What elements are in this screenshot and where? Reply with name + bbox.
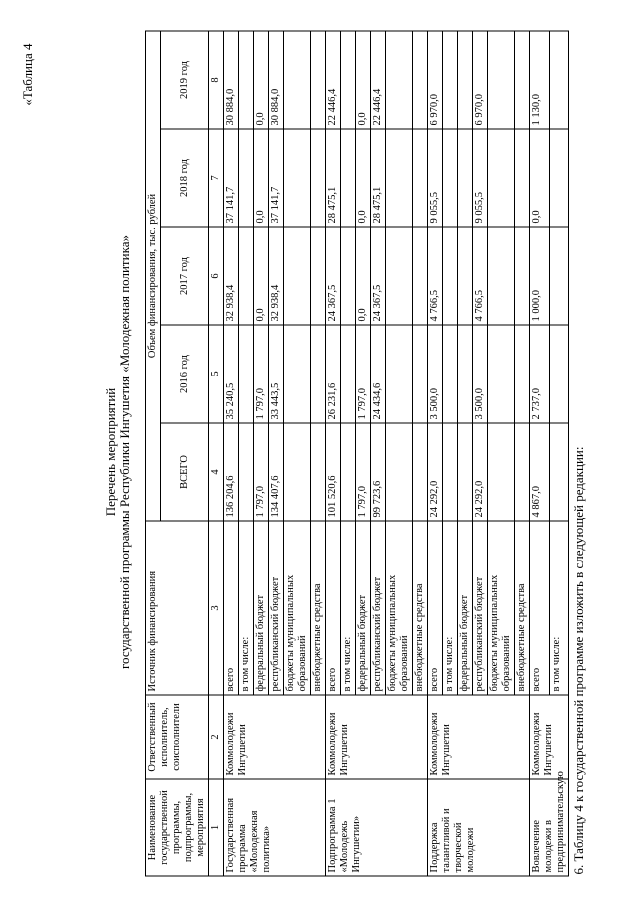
amount-cell: [284, 227, 311, 325]
intro-text: 6. Таблицу 4 к государственной программе изложить в следующей редакции:: [571, 446, 586, 875]
amount-cell: 0,0: [254, 31, 269, 129]
program-name: Вовлечение молодежи в предпринимательскую: [530, 779, 569, 876]
amount-cell: [458, 31, 473, 129]
col-number: 1: [209, 779, 224, 876]
program-executor: Коммолодежи Ингушетии: [326, 695, 428, 779]
header-row-1: [146, 31, 161, 876]
amount-cell: [413, 325, 428, 423]
amount-cell: [311, 31, 326, 129]
table-number: «Таблица 4: [20, 43, 35, 106]
amount-cell: 6 970,0: [473, 31, 488, 129]
table-subtitle: государственной программы Республики Ингушетия «Молодежная политика»: [117, 235, 132, 669]
amount-cell: 26 231,6: [326, 325, 341, 423]
col-number: 8: [209, 31, 224, 129]
amount-cell: [515, 423, 530, 521]
amount-cell: 1 130,0: [530, 31, 550, 129]
funding-source: всего: [428, 521, 443, 695]
program-executor: Коммолодежи Ингушетии: [224, 695, 326, 779]
amount-cell: 4 766,5: [428, 227, 443, 325]
col-number: 3: [209, 521, 224, 695]
amount-cell: 1 797,0: [356, 423, 371, 521]
funding-source: бюджеты муниципальных образований: [386, 521, 413, 695]
funding-source: в том числе:: [341, 521, 356, 695]
header-2018: 2018 год: [161, 129, 209, 227]
program-name: Подпрограмма 1 «Молодежь Ингушетии»: [326, 779, 428, 876]
amount-cell: 0,0: [356, 31, 371, 129]
amount-cell: [386, 423, 413, 521]
funding-source: федеральный бюджет: [458, 521, 473, 695]
amount-cell: 4 766,5: [473, 227, 488, 325]
amount-cell: [386, 129, 413, 227]
header-source: Источник финансирования: [146, 521, 209, 695]
amount-cell: [239, 31, 254, 129]
program-executor: Коммолодежи Ингушетии: [530, 695, 569, 779]
amount-cell: [386, 227, 413, 325]
amount-cell: 37 141,7: [224, 129, 239, 227]
amount-cell: [443, 325, 458, 423]
amount-cell: [488, 325, 515, 423]
amount-cell: 101 520,6: [326, 423, 341, 521]
table-title: Перечень мероприятий: [103, 387, 118, 517]
header-2019: 2019 год: [161, 31, 209, 129]
col-number: 5: [209, 325, 224, 423]
funding-source: республиканский бюджет: [269, 521, 284, 695]
amount-cell: [488, 129, 515, 227]
amount-cell: 22 446,4: [326, 31, 341, 129]
amount-cell: 1 797,0: [356, 325, 371, 423]
amount-cell: [341, 227, 356, 325]
column-number-row: [209, 31, 224, 876]
amount-cell: [443, 227, 458, 325]
amount-cell: [458, 227, 473, 325]
funding-source: в том числе:: [239, 521, 254, 695]
table-row: [428, 31, 443, 876]
amount-cell: 28 475,1: [371, 129, 386, 227]
funding-source: внебюджетные средства: [413, 521, 428, 695]
amount-cell: [458, 129, 473, 227]
header-name: Наименование государственной программы, подпрограммы, мероприятия: [146, 779, 209, 876]
program-name: Государственная программа «Молодежная политика»: [224, 779, 326, 876]
amount-cell: 0,0: [254, 129, 269, 227]
amount-cell: 2 737,0: [530, 325, 550, 423]
header-total: ВСЕГО: [161, 423, 209, 521]
amount-cell: [413, 31, 428, 129]
amount-cell: 0,0: [530, 129, 550, 227]
amount-cell: [311, 325, 326, 423]
col-number: 4: [209, 423, 224, 521]
funding-source: бюджеты муниципальных образований: [284, 521, 311, 695]
header-2017: 2017 год: [161, 227, 209, 325]
program-executor: Коммолодежи Ингушетии: [428, 695, 530, 779]
amount-cell: [239, 227, 254, 325]
funding-source: внебюджетные средства: [311, 521, 326, 695]
financing-table: [145, 30, 569, 876]
amount-cell: 99 723,6: [371, 423, 386, 521]
funding-source: всего: [530, 521, 550, 695]
amount-cell: [413, 129, 428, 227]
amount-cell: 3 500,0: [473, 325, 488, 423]
amount-cell: [488, 31, 515, 129]
amount-cell: 136 204,6: [224, 423, 239, 521]
amount-cell: [341, 423, 356, 521]
funding-source: федеральный бюджет: [356, 521, 371, 695]
funding-source: федеральный бюджет: [254, 521, 269, 695]
amount-cell: [549, 227, 569, 325]
amount-cell: [458, 325, 473, 423]
amount-cell: [341, 325, 356, 423]
amount-cell: [239, 325, 254, 423]
amount-cell: 37 141,7: [269, 129, 284, 227]
amount-cell: 22 446,4: [371, 31, 386, 129]
amount-cell: 6 970,0: [428, 31, 443, 129]
amount-cell: 28 475,1: [326, 129, 341, 227]
table-row: [530, 31, 550, 876]
amount-cell: 24 367,5: [326, 227, 341, 325]
amount-cell: 32 938,4: [224, 227, 239, 325]
amount-cell: [284, 423, 311, 521]
amount-cell: 1 797,0: [254, 423, 269, 521]
amount-cell: [239, 129, 254, 227]
funding-source: республиканский бюджет: [371, 521, 386, 695]
amount-cell: [549, 325, 569, 423]
amount-cell: [443, 129, 458, 227]
header-2016: 2016 год: [161, 325, 209, 423]
amount-cell: [284, 129, 311, 227]
col-number: 6: [209, 227, 224, 325]
amount-cell: 24 292,0: [473, 423, 488, 521]
amount-cell: [515, 325, 530, 423]
amount-cell: [311, 129, 326, 227]
amount-cell: [311, 423, 326, 521]
funding-source: в том числе:: [443, 521, 458, 695]
amount-cell: [239, 423, 254, 521]
funding-source: в том числе:: [549, 521, 569, 695]
amount-cell: [443, 423, 458, 521]
amount-cell: [515, 129, 530, 227]
amount-cell: 30 884,0: [224, 31, 239, 129]
amount-cell: 24 434,6: [371, 325, 386, 423]
amount-cell: 33 443,5: [269, 325, 284, 423]
amount-cell: 3 500,0: [428, 325, 443, 423]
table-row: [326, 31, 341, 876]
amount-cell: [515, 227, 530, 325]
amount-cell: [458, 423, 473, 521]
amount-cell: 0,0: [356, 129, 371, 227]
amount-cell: [386, 31, 413, 129]
col-number: 2: [209, 695, 224, 779]
amount-cell: 1 797,0: [254, 325, 269, 423]
amount-cell: 32 938,4: [269, 227, 284, 325]
amount-cell: [549, 423, 569, 521]
amount-cell: [488, 423, 515, 521]
amount-cell: 35 240,5: [224, 325, 239, 423]
amount-cell: 4 867,0: [530, 423, 550, 521]
table-row: [224, 31, 239, 876]
amount-cell: [515, 31, 530, 129]
amount-cell: [488, 227, 515, 325]
amount-cell: [549, 31, 569, 129]
amount-cell: [549, 129, 569, 227]
amount-cell: [284, 325, 311, 423]
amount-cell: [413, 227, 428, 325]
amount-cell: [413, 423, 428, 521]
header-executor: Ответственный исполнитель, соисполнители: [146, 695, 209, 779]
amount-cell: 0,0: [254, 227, 269, 325]
amount-cell: 1 000,0: [530, 227, 550, 325]
amount-cell: [443, 31, 458, 129]
amount-cell: 9 055,5: [473, 129, 488, 227]
amount-cell: 24 292,0: [428, 423, 443, 521]
amount-cell: 24 367,5: [371, 227, 386, 325]
amount-cell: 134 407,6: [269, 423, 284, 521]
amount-cell: [341, 129, 356, 227]
funding-source: всего: [326, 521, 341, 695]
program-name: Поддержка талантливой и творческой молодежи: [428, 779, 530, 876]
amount-cell: 9 055,5: [428, 129, 443, 227]
amount-cell: 0,0: [356, 227, 371, 325]
funding-source: всего: [224, 521, 239, 695]
amount-cell: 30 884,0: [269, 31, 284, 129]
funding-source: внебюджетные средства: [515, 521, 530, 695]
amount-cell: [311, 227, 326, 325]
amount-cell: [386, 325, 413, 423]
funding-source: республиканский бюджет: [473, 521, 488, 695]
col-number: 7: [209, 129, 224, 227]
funding-source: бюджеты муниципальных образований: [488, 521, 515, 695]
amount-cell: [341, 31, 356, 129]
header-volume: Объем финансирования, тыс. рублей: [146, 31, 161, 521]
amount-cell: [284, 31, 311, 129]
